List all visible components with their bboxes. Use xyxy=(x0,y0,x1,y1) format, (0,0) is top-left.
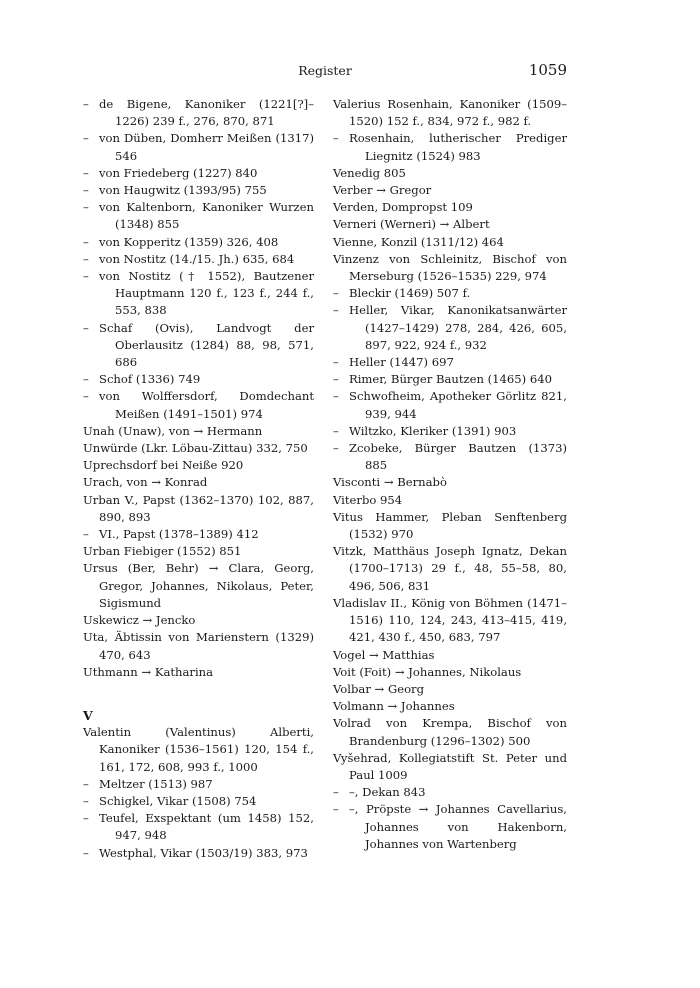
index-entry: Vinzenz von Schleinitz, Bischof von Merseburg (1526–1535) 229, 974 xyxy=(333,251,567,284)
index-subentry xyxy=(83,165,314,182)
index-entry: Verneri (Werneri) → Albert xyxy=(333,217,490,232)
index-entry: Urban V., Papst (1362–1370) 102, 887, 890, 893 xyxy=(83,492,314,524)
subentry-text: VI., Papst (1378–1389) 412 xyxy=(99,527,259,542)
subentry-dash: – xyxy=(333,303,339,318)
index-entry: Vitzk, Matthäus Joseph Ignatz, Dekan (1700–1713) 29 f., 48, 55–58, 80, 496, 506, 831 xyxy=(333,544,567,593)
index-entry: Vladislav II., König von Böhmen (1471–1516) 110, 124, 243, 413–415, 419, 421, 430 f., 450, 683, 797 xyxy=(333,595,567,645)
index-entry: Vienne, Konzil (1311/12) 464 xyxy=(333,234,504,249)
index-subentry xyxy=(83,793,314,810)
index-entry: Volrad von Krempa, Bischof von Brandenburg (1296–1302) 500 xyxy=(333,716,567,748)
index-entry: Venedig 805 xyxy=(333,165,406,180)
subentry-dash: – xyxy=(83,200,89,215)
subentry-text: Westphal, Vikar (1503/19) 383, 973 xyxy=(99,845,308,860)
subentry-text: Bleckir (1469) 507 f. xyxy=(349,286,471,301)
subentry-dash: – xyxy=(83,165,89,180)
subentry-text: von Wolffersdorf, Domdechant Meißen (1491–1501) 974 xyxy=(99,389,314,421)
subentry-text: Rimer, Bürger Bautzen (1465) 640 xyxy=(349,372,553,387)
index-entry: Visconti → Bernabò xyxy=(333,475,447,490)
subentry-dash: – xyxy=(83,183,89,198)
index-subentry xyxy=(333,440,567,474)
index-entry: Verber → Gregor xyxy=(333,183,432,198)
index-subentry xyxy=(333,371,567,388)
subentry-dash: – xyxy=(83,527,89,542)
subentry-text: de Bigene, Kanoniker (1221[?]–1226) 239 f., 276, 870, 871 xyxy=(99,97,314,129)
index-subentry xyxy=(333,784,567,801)
subentry-text: Schof (1336) 749 xyxy=(99,372,201,387)
index-entry: Vyšehrad, Kollegiatstift St. Peter und Paul 1009 xyxy=(333,750,567,782)
subentry-dash: – xyxy=(83,320,89,335)
subentry-dash: – xyxy=(83,845,89,860)
index-entry: Viterbo 954 xyxy=(333,492,403,507)
subentry-text: von Kaltenborn, Kanoniker Wurzen (1348) 855 xyxy=(99,200,314,232)
index-subentry xyxy=(333,423,567,440)
subentry-dash: – xyxy=(83,389,89,404)
index-subentry xyxy=(83,182,314,199)
subentry-dash: – xyxy=(83,251,89,266)
subentry-dash: – xyxy=(83,811,89,826)
index-subentry xyxy=(333,285,567,302)
subentry-dash: – xyxy=(83,793,89,808)
subentry-text: Wiltzko, Kleriker (1391) 903 xyxy=(349,423,517,438)
section-spacer xyxy=(83,681,314,707)
subentry-text: von Haugwitz (1393/95) 755 xyxy=(99,183,267,198)
index-subentry xyxy=(83,199,314,233)
index-subentry xyxy=(333,801,567,853)
subentry-text: von Kopperitz (1359) 326, 408 xyxy=(99,234,279,249)
subentry-dash: – xyxy=(83,372,89,387)
subentry-text: –, Pröpste → Johannes Cavellarius, Johannes von Hakenborn, Johannes von Wartenberg xyxy=(349,802,567,851)
index-entry: Uskewicz → Jencko xyxy=(83,613,196,628)
index-subentry xyxy=(83,320,314,372)
subentry-dash: – xyxy=(83,234,89,249)
index-entry: Vitus Hammer, Pleban Senftenberg (1532) 970 xyxy=(333,509,567,542)
index-subentry xyxy=(333,130,567,164)
index-subentry xyxy=(83,251,314,268)
subentry-text: von Nostitz (14./15. Jh.) 635, 684 xyxy=(99,251,295,266)
index-entry: Voit (Foit) → Johannes, Nikolaus xyxy=(333,664,522,679)
index-entry: Volmann → Johannes xyxy=(333,699,455,714)
index-column-left xyxy=(83,96,314,862)
index-entry: Unwürde (Lkr. Löbau-Zittau) 332, 750 xyxy=(83,441,308,456)
subentry-text: Zcobeke, Bürger Bautzen (1373) 885 xyxy=(349,441,567,473)
subentry-dash: – xyxy=(333,802,339,817)
subentry-text: –, Dekan 843 xyxy=(349,785,426,800)
index-subentry xyxy=(83,268,314,320)
index-entry: Vogel → Matthias xyxy=(333,647,435,662)
index-subentry xyxy=(333,388,567,422)
page-number: 1059 xyxy=(528,61,567,79)
subentry-dash: – xyxy=(333,286,339,301)
index-column-right xyxy=(333,96,567,853)
index-subentry xyxy=(83,371,314,388)
subentry-dash: – xyxy=(83,97,89,111)
index-subentry xyxy=(83,96,314,130)
index-entry: Uta, Äbtissin von Marienstern (1329) 470, 643 xyxy=(83,630,314,662)
subentry-dash: – xyxy=(333,423,339,438)
subentry-text: Schaf (Ovis), Landvogt der Oberlausitz (1284) 88, 98, 571, 686 xyxy=(99,320,314,370)
page-header xyxy=(83,61,567,83)
subentry-text: Teufel, Exspektant (um 1458) 152, 947, 948 xyxy=(99,811,314,843)
index-subentry xyxy=(83,810,314,844)
subentry-dash: – xyxy=(83,131,89,146)
running-title: Register xyxy=(298,63,352,78)
index-entry: Volbar → Georg xyxy=(333,681,425,696)
index-entry: Urach, von → Konrad xyxy=(83,475,208,490)
index-subentry xyxy=(83,776,314,793)
index-entry: Verden, Dompropst 109 xyxy=(333,200,473,215)
index-entry: Valerius Rosenhain, Kanoniker (1509–1520) 152 f., 834, 972 f., 982 f. xyxy=(333,97,567,129)
index-entry: Uthmann → Katharina xyxy=(83,664,214,679)
index-subentry xyxy=(83,388,314,422)
subentry-dash: – xyxy=(333,785,339,800)
index-entry: Valentin (Valentinus) Alberti, Kanoniker (1536–1561) 120, 154 f., 161, 172, 608, 993 f., 1000 xyxy=(83,725,314,774)
subentry-dash: – xyxy=(333,372,339,387)
index-entry: Urban Fiebiger (1552) 851 xyxy=(83,544,242,559)
index-subentry xyxy=(83,845,314,862)
subentry-dash: – xyxy=(83,269,89,284)
section-letter: V xyxy=(83,707,93,723)
index-subentry xyxy=(333,302,567,354)
subentry-text: Rosenhain, lutherischer Prediger Liegnitz (1524) 983 xyxy=(349,131,567,163)
index-entry: Uprechsdorf bei Neiße 920 xyxy=(83,458,244,473)
subentry-text: Heller (1447) 697 xyxy=(349,355,454,370)
index-entry: Unah (Unaw), von → Hermann xyxy=(83,423,263,438)
subentry-dash: – xyxy=(333,441,339,456)
subentry-dash: – xyxy=(83,776,89,791)
subentry-text: Schwofheim, Apotheker Görlitz 821, 939, 944 xyxy=(349,389,567,421)
subentry-text: Meltzer (1513) 987 xyxy=(99,776,213,791)
subentry-dash: – xyxy=(333,355,339,370)
index-subentry xyxy=(83,130,314,164)
subentry-text: Schigkel, Vikar (1508) 754 xyxy=(99,793,257,808)
index-subentry xyxy=(83,526,314,543)
subentry-text: von Nostitz († 1552), Bautzener Hauptmann 120 f., 123 f., 244 f., 553, 838 xyxy=(99,269,314,318)
subentry-text: Heller, Vikar, Kanonikatsanwärter (1427–1429) 278, 284, 426, 605, 897, 922, 924 f., 932 xyxy=(349,303,567,352)
index-subentry xyxy=(83,234,314,251)
subentry-dash: – xyxy=(333,131,339,146)
index-entry: Ursus (Ber, Behr) → Clara, Georg, Gregor, Johannes, Nikolaus, Peter, Sigismund xyxy=(83,561,314,610)
subentry-dash: – xyxy=(333,389,339,404)
subentry-text: von Düben, Domherr Meißen (1317) 546 xyxy=(99,131,314,163)
subentry-text: von Friedeberg (1227) 840 xyxy=(99,165,258,180)
index-subentry xyxy=(333,354,567,371)
